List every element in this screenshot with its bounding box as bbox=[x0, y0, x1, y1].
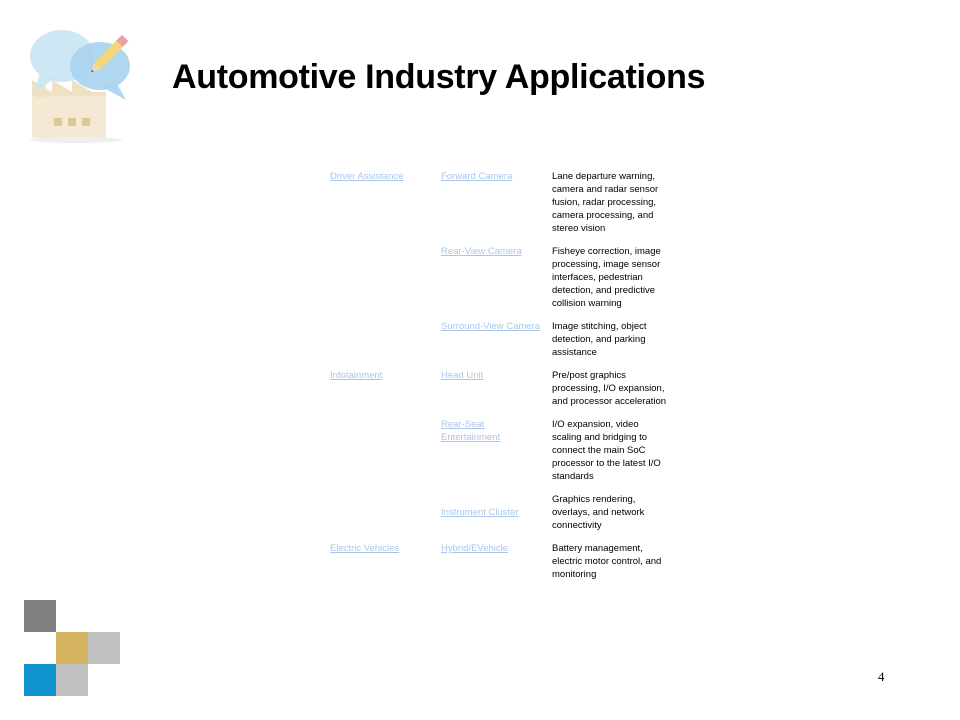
application-link-instrument-cluster[interactable]: Instrument Cluster bbox=[441, 507, 519, 518]
applications-table-wrap bbox=[326, 168, 671, 589]
application-description: Pre/post graphics processing, I/O expansion, and processor acceleration bbox=[552, 370, 667, 407]
application-description: Lane departure warning, camera and radar sensor fusion, radar processing, camera processing, and stereo vision bbox=[552, 171, 659, 234]
category-link-infotainment[interactable]: Infotainment bbox=[330, 370, 383, 381]
table-row bbox=[326, 540, 671, 589]
application-link-surround-view-camera[interactable]: Surround-View Camera bbox=[441, 321, 541, 332]
table-row bbox=[326, 318, 671, 367]
category-cell-empty bbox=[326, 318, 437, 367]
decor-square-gray-dark bbox=[24, 600, 56, 632]
application-link-forward-camera[interactable]: Forward Camera bbox=[441, 171, 513, 182]
table-row bbox=[326, 416, 671, 491]
applications-table bbox=[326, 168, 671, 589]
decor-square-blue bbox=[24, 664, 56, 696]
table-row bbox=[326, 491, 671, 540]
category-cell-empty bbox=[326, 416, 437, 491]
table-row bbox=[326, 243, 671, 318]
table-row bbox=[326, 168, 671, 243]
application-link-rear-view-camera[interactable]: Rear-View Camera bbox=[441, 246, 522, 257]
decor-square-gray-light bbox=[88, 632, 120, 664]
page-title: Automotive Industry Applications bbox=[172, 58, 706, 96]
category-link-electric-vehicles[interactable]: Electric Vehicles bbox=[330, 543, 400, 554]
page-number: 4 bbox=[878, 669, 885, 684]
category-cell-empty bbox=[326, 243, 437, 318]
category-link-driver-assistance[interactable]: Driver Assistance bbox=[330, 171, 404, 182]
table-row bbox=[326, 367, 671, 416]
application-description: Graphics rendering, overlays, and network connectivity bbox=[552, 494, 645, 531]
chat-factory-logo bbox=[14, 14, 144, 144]
application-link-hybrid-evehicle[interactable]: Hybrid/EVehicle bbox=[441, 543, 509, 554]
decor-square-gray-light-bottom bbox=[56, 664, 88, 696]
application-description: Fisheye correction, image processing, image sensor interfaces, pedestrian detection, and predictive collision warning bbox=[552, 246, 661, 309]
application-description: Image stitching, object detection, and parking assistance bbox=[552, 321, 647, 358]
category-cell-empty bbox=[326, 491, 437, 540]
application-description: Battery management, electric motor control, and monitoring bbox=[552, 543, 662, 580]
application-link-rear-seat-entertainment[interactable]: Rear-Seat Entertainment bbox=[441, 419, 501, 443]
application-description: I/O expansion, video scaling and bridging to connect the main SoC processor to the latest I/O standards bbox=[552, 419, 661, 482]
decor-square-gold bbox=[56, 632, 88, 664]
application-link-head-unit[interactable]: Head Unit bbox=[441, 370, 484, 381]
chat-factory-icon bbox=[14, 14, 144, 144]
